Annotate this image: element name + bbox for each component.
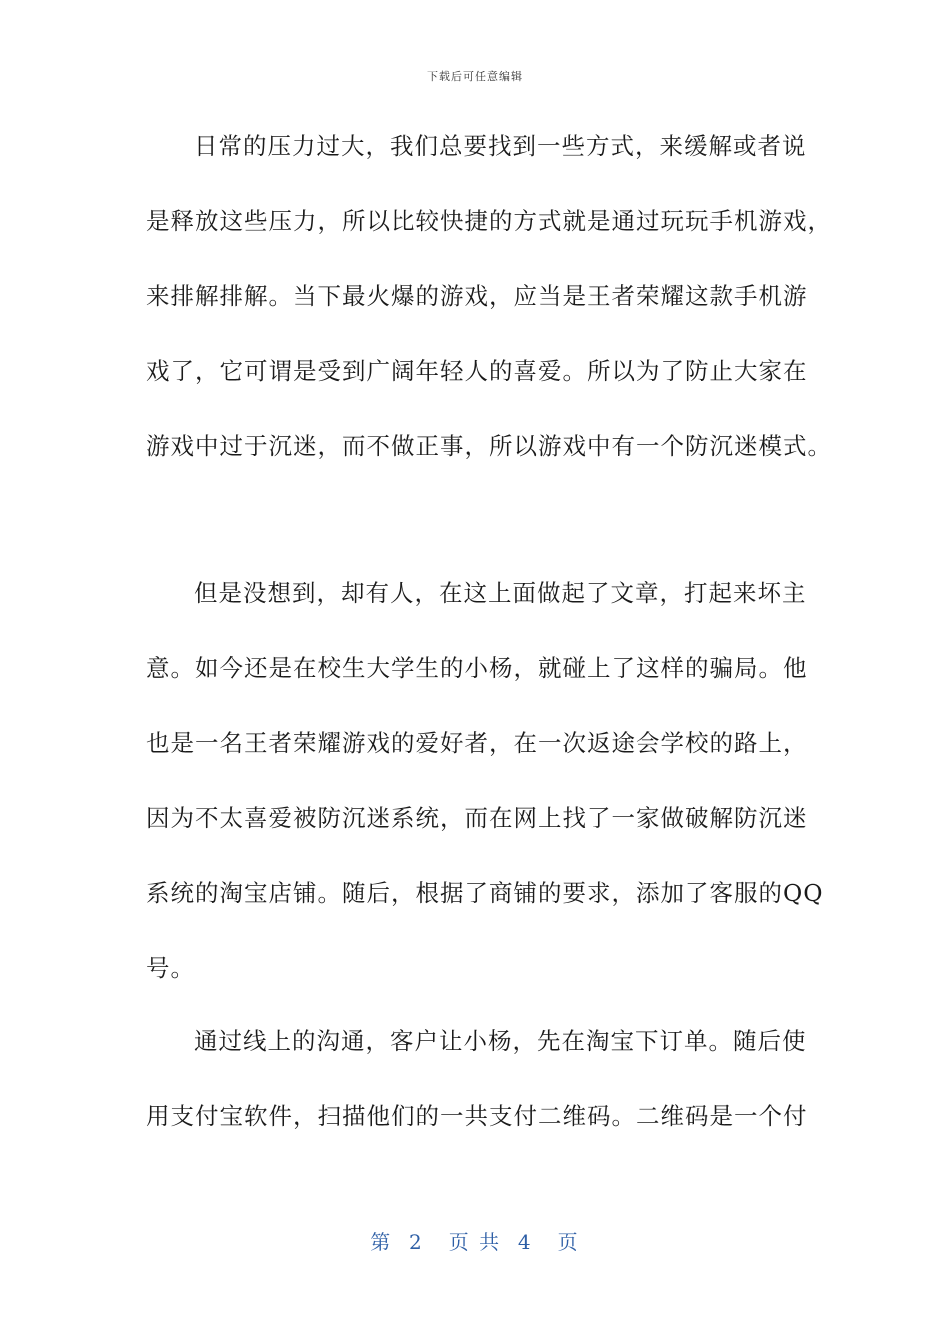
text-line: 系统的淘宝店铺。随后，根据了商铺的要求，添加了客服的QQ [146, 879, 824, 907]
text-line: 来排解排解。当下最火爆的游戏，应当是王者荣耀这款手机游 [146, 282, 808, 310]
page-header: 下载后可任意编辑 [427, 70, 523, 83]
page-number-footer: 第 2 页 共 4 页 [370, 1230, 580, 1254]
text-line: 是释放这些压力，所以比较快捷的方式就是通过玩玩手机游戏， [146, 207, 832, 235]
text-line: 戏了，它可谓是受到广阔年轻人的喜爱。所以为了防止大家在 [146, 357, 808, 385]
text-line: 通过线上的沟通，客户让小杨，先在淘宝下订单。随后使 [194, 1027, 807, 1055]
text-line: 用支付宝软件，扫描他们的一共支付二维码。二维码是一个付 [146, 1102, 808, 1130]
text-line: 游戏中过于沉迷，而不做正事，所以游戏中有一个防沉迷模式。 [146, 432, 832, 460]
text-line: 因为不太喜爱被防沉迷系统，而在网上找了一家做破解防沉迷 [146, 804, 808, 832]
text-line: 日常的压力过大，我们总要找到一些方式，来缓解或者说 [194, 132, 807, 160]
text-line: 意。如今还是在校生大学生的小杨，就碰上了这样的骗局。他 [146, 654, 808, 682]
text-line: 号。 [146, 954, 195, 982]
text-line: 也是一名王者荣耀游戏的爱好者，在一次返途会学校的路上， [146, 729, 808, 757]
text-line: 但是没想到，却有人，在这上面做起了文章，打起来坏主 [194, 579, 807, 607]
